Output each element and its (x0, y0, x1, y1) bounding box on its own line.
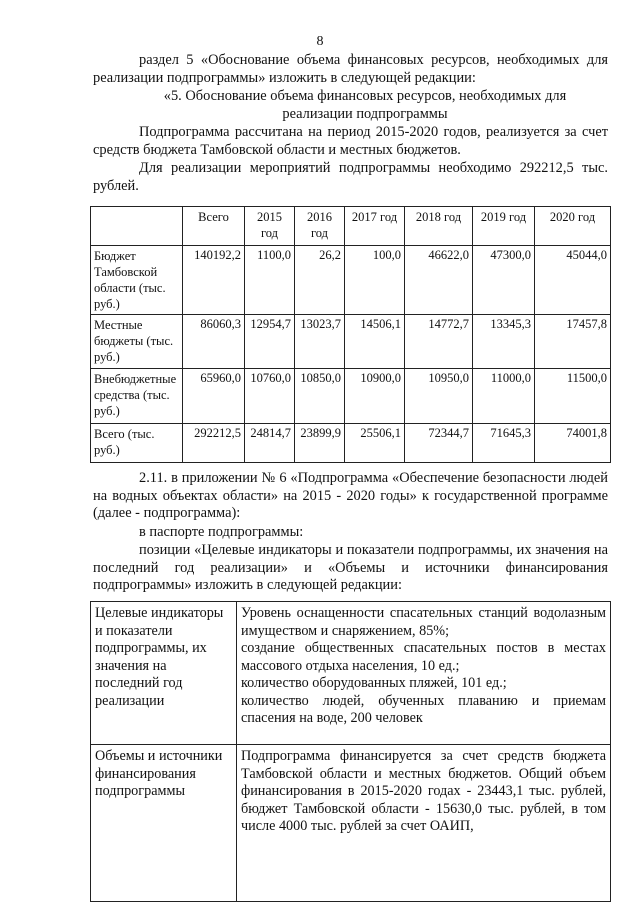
row-label: Местные бюджеты (тыс. руб.) (91, 315, 183, 369)
header-2019: 2019 год (473, 207, 535, 246)
cell-2018: 10950,0 (405, 369, 473, 424)
section-heading: «5. Обоснование объема финансовых ресурсов, необходимых для реализации подпрограммы (163, 88, 567, 122)
cell-total: 140192,2 (183, 246, 245, 315)
indicators-label: Целевые индикаторы и показатели подпрограммы, их значения на последний год реализации (91, 602, 237, 745)
finance-table (90, 206, 611, 463)
table-row (91, 424, 611, 463)
header-total: Всего (183, 207, 245, 246)
passport-row-funding (91, 745, 611, 902)
total-amount-paragraph: Для реализации мероприятий подпрограммы необходимо 292212,5 тыс. рублей. (93, 160, 608, 194)
cell-2015: 1100,0 (245, 246, 295, 315)
header-2017: 2017 год (345, 207, 405, 246)
passport-table (90, 601, 611, 902)
section-211-paragraph: 2.11. в приложении № 6 «Подпрограмма «Обеспечение безопасности людей на водных объектах области» на 2015 - 2020 годы» к государственной программе (далее - подпрограмма): (93, 470, 608, 521)
cell-2020: 11500,0 (535, 369, 611, 424)
header-2016: 2016 год (295, 207, 345, 246)
cell-2016: 26,2 (295, 246, 345, 315)
cell-2019: 71645,3 (473, 424, 535, 463)
finance-header-row (91, 207, 611, 246)
row-label: Всего (тыс. руб.) (91, 424, 183, 463)
page-number: 8 (316, 34, 324, 49)
cell-total: 65960,0 (183, 369, 245, 424)
indicator-line: Уровень оснащенности спасательных станций водолазным имуществом и снаряжением, 85%; (241, 605, 606, 639)
cell-2016: 23899,9 (295, 424, 345, 463)
cell-2020: 74001,8 (535, 424, 611, 463)
cell-2019: 13345,3 (473, 315, 535, 369)
table-row (91, 246, 611, 315)
positions-paragraph: позиции «Целевые индикаторы и показатели подпрограммы, их значения на последний год реализации» и «Объемы и источники финансирования подпрограммы» изложить в следующей редакции: (93, 542, 608, 593)
cell-total: 292212,5 (183, 424, 245, 463)
cell-2019: 47300,0 (473, 246, 535, 315)
header-2020: 2020 год (535, 207, 611, 246)
cell-2019: 11000,0 (473, 369, 535, 424)
indicator-line: создание общественных спасательных постов в местах массового отдыха населения, 10 ед.; (241, 640, 606, 674)
cell-2017: 10900,0 (345, 369, 405, 424)
table-row (91, 369, 611, 424)
indicator-line: количество оборудованных пляжей, 101 ед.; (241, 675, 507, 691)
indicators-values (237, 602, 611, 745)
cell-2017: 25506,1 (345, 424, 405, 463)
intro-paragraph: раздел 5 «Обоснование объема финансовых ресурсов, необходимых для реализации подпрограммы» изложить в следующей редакции: (93, 52, 608, 86)
cell-2016: 10850,0 (295, 369, 345, 424)
period-paragraph: Подпрограмма рассчитана на период 2015-2020 годов, реализуется за счет средств бюджета Тамбовской области и местных бюджетов. (93, 124, 608, 158)
row-label: Внебюджетные средства (тыс. руб.) (91, 369, 183, 424)
cell-2017: 100,0 (345, 246, 405, 315)
cell-2015: 12954,7 (245, 315, 295, 369)
cell-2018: 72344,7 (405, 424, 473, 463)
cell-2018: 14772,7 (405, 315, 473, 369)
indicator-line: количество людей, обученных плаванию и приемам спасения на воде, 200 человек (241, 692, 606, 726)
header-empty (91, 207, 183, 246)
cell-2017: 14506,1 (345, 315, 405, 369)
table-row (91, 315, 611, 369)
funding-label: Объемы и источники финансирования подпрограммы (91, 745, 237, 902)
header-2015: 2015 год (245, 207, 295, 246)
cell-2015: 24814,7 (245, 424, 295, 463)
header-2018: 2018 год (405, 207, 473, 246)
cell-2016: 13023,7 (295, 315, 345, 369)
cell-2020: 17457,8 (535, 315, 611, 369)
cell-2015: 10760,0 (245, 369, 295, 424)
cell-total: 86060,3 (183, 315, 245, 369)
passport-intro: в паспорте подпрограммы: (139, 524, 304, 540)
cell-2018: 46622,0 (405, 246, 473, 315)
cell-2020: 45044,0 (535, 246, 611, 315)
row-label: Бюджет Тамбовской области (тыс. руб.) (91, 246, 183, 315)
passport-row-indicators (91, 602, 611, 745)
funding-text: Подпрограмма финансируется за счет средств бюджета Тамбовской области и местных бюджетов. Общий объем финансирования в 2015-2020 годах - 23443,1 тыс. рублей, бюджет Тамбовской области - 15630,0 тыс. рублей, в том числе 4000 тыс. рублей за счет ОАИП, (237, 745, 611, 902)
